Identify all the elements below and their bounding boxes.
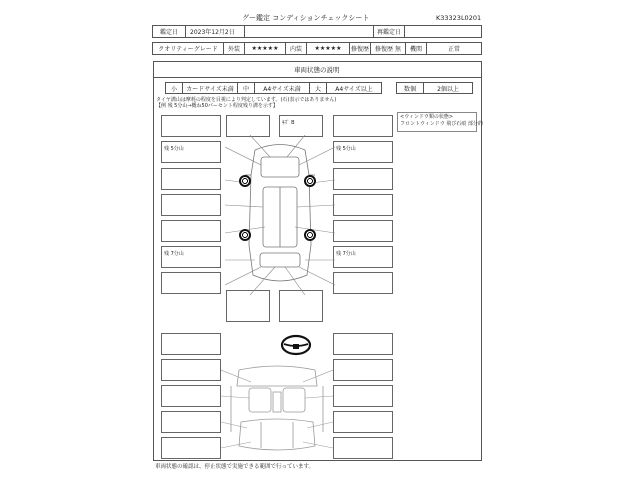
legend-mid-desc: A4サイズ未満	[254, 82, 310, 94]
exterior-stars: ★★★★★	[244, 42, 286, 55]
note-box	[226, 115, 270, 137]
note-box	[161, 272, 221, 294]
note-box	[333, 115, 393, 137]
reinspect-value	[404, 25, 482, 38]
note-box	[161, 385, 221, 407]
interior-stars: ★★★★★	[306, 42, 350, 55]
engine-label: 機関	[405, 42, 427, 55]
top-center-label: ｷｽﾞ B	[282, 120, 295, 126]
note-box	[161, 194, 221, 216]
note-box	[161, 168, 221, 190]
sheet-code: K33323L0201	[436, 14, 482, 22]
note-box	[161, 220, 221, 242]
note-box	[333, 272, 393, 294]
exterior-label: 外装	[223, 42, 245, 55]
note-box	[333, 194, 393, 216]
car-top-view-diagram	[225, 135, 335, 295]
note-box	[279, 115, 323, 137]
window-note-title: <ウィンドウ類の状態>	[400, 114, 454, 120]
front-left-wheel-icon	[239, 175, 251, 187]
legend-large-label: 大	[309, 82, 327, 94]
repair-label: 修復歴	[349, 42, 371, 55]
repair-value: 修復歴 無	[370, 42, 406, 55]
rear-right-wheel-icon	[304, 229, 316, 241]
note-box	[161, 246, 221, 268]
reinspect-label: 再鑑定日	[373, 25, 405, 38]
note-box	[333, 411, 393, 433]
note-box	[333, 141, 393, 163]
note-box	[333, 333, 393, 355]
legend-count-label: 数個	[396, 82, 424, 94]
rl-tire-label: 残 7分山	[164, 251, 184, 257]
note-box	[161, 141, 221, 163]
quality-grade-label: クオリティーグレード	[152, 42, 224, 55]
rear-left-wheel-icon	[239, 229, 251, 241]
legend-large-desc: A4サイズ以上	[326, 82, 382, 94]
window-note-body: フロントウィンドウ 飛び石痕 部分的	[400, 121, 483, 127]
note-box	[161, 359, 221, 381]
engine-value: 正常	[426, 42, 482, 55]
date-value: 2023年12月2日	[185, 25, 245, 38]
front-right-wheel-icon	[304, 175, 316, 187]
section-divider	[153, 77, 482, 78]
date-label: 鑑定日	[152, 25, 186, 38]
note-box	[333, 437, 393, 459]
note-box	[161, 115, 221, 137]
legend-small-label: 小	[165, 82, 183, 94]
note-box	[333, 168, 393, 190]
note-box	[333, 220, 393, 242]
legend-small-desc: カードサイズ未満	[182, 82, 238, 94]
fr-tire-label: 残 5分山	[336, 146, 356, 152]
footer-note: 車両状態の確認は、停止状態で実施できる範囲で行っています。	[155, 464, 315, 470]
note-box	[333, 385, 393, 407]
steering-wheel-icon	[280, 333, 312, 357]
interior-view-diagram	[221, 362, 333, 458]
rr-tire-label: 残 7分山	[336, 251, 356, 257]
legend-mid-label: 中	[237, 82, 255, 94]
tire-note-line2: 【例 残 5分山→概ね50パーセント程度残り溝を示す】	[156, 103, 278, 109]
interior-label: 内装	[285, 42, 307, 55]
legend-count-desc: 2個以上	[423, 82, 473, 94]
note-box	[161, 437, 221, 459]
date-blank	[244, 25, 374, 38]
sheet-title: グー鑑定 コンディションチェックシート	[242, 14, 370, 22]
note-box	[161, 411, 221, 433]
tire-note-line1: タイヤ溝山は摩耗の程度を目視により判定しています。(石)表示ではありません)	[156, 97, 337, 103]
fl-tire-label: 残 5分山	[164, 146, 184, 152]
note-box	[333, 359, 393, 381]
note-box	[333, 246, 393, 268]
note-box	[161, 333, 221, 355]
section-title: 車両状態の説明	[294, 66, 340, 74]
